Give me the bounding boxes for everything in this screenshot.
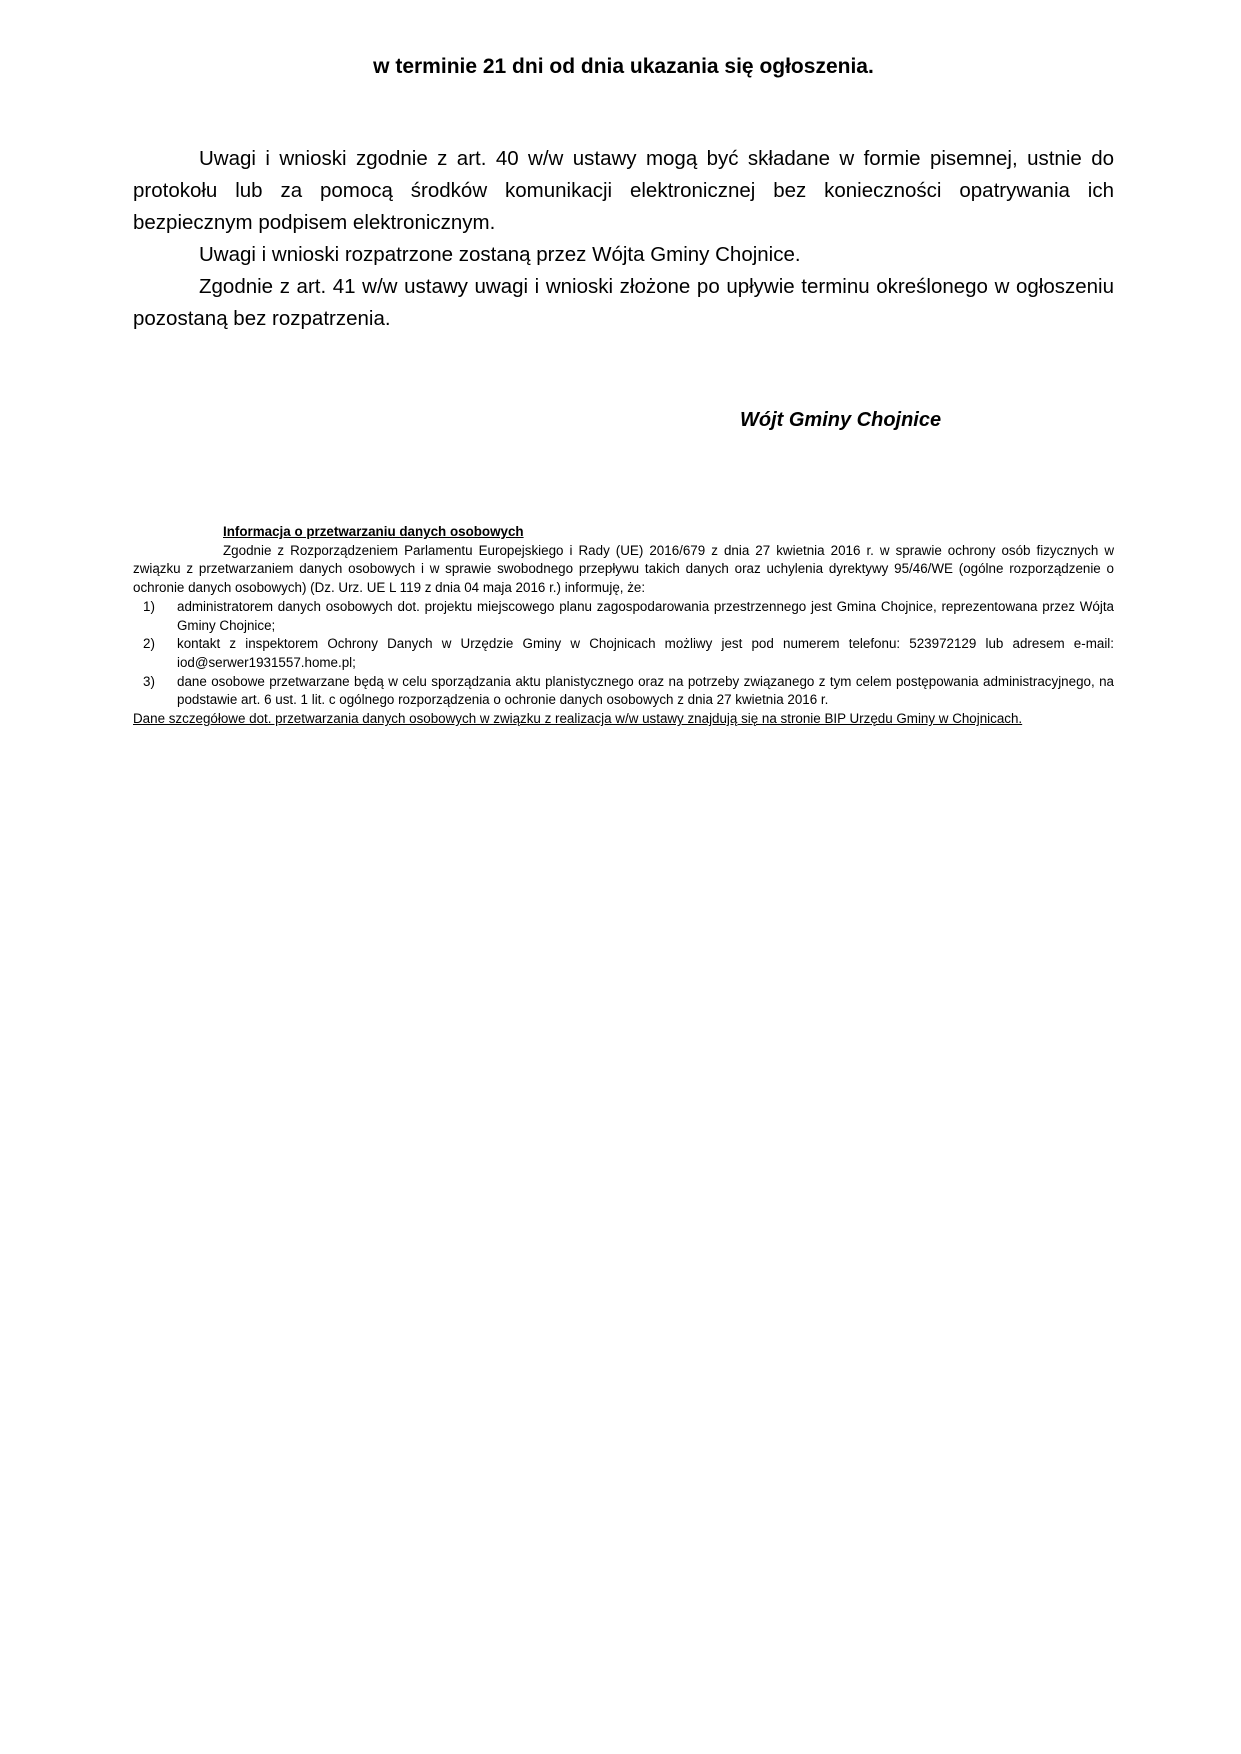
paragraph-uwagi-rozpatrzenie: Uwagi i wnioski rozpatrzone zostaną przez Wójta Gminy Chojnice. — [199, 243, 801, 266]
list-item-text: kontakt z inspektorem Ochrony Danych w Urzędzie Gminy w Chojnicach możliwy jest pod numerem telefonu: 523972129 lub adresem e-mail: iod@serwer1931557.home.pl; — [177, 636, 1114, 670]
privacy-notice-heading: Informacja o przetwarzaniu danych osobowych — [223, 524, 524, 539]
signature-block — [133, 405, 1114, 435]
list-item — [133, 635, 1114, 672]
paragraph-termin-uplyw: Zgodnie z art. 41 w/w ustawy uwagi i wnioski złożone po upływie terminu określonego w ogłoszeniu pozostaną bez rozpatrzenia. — [133, 275, 1114, 330]
list-item-number: 2) — [143, 636, 155, 652]
signature-title: Wójt Gminy Chojnice — [740, 409, 942, 431]
list-item — [133, 598, 1114, 635]
list-item-text: administratorem danych osobowych dot. projektu miejscowego planu zagospodarowania przestrzennego jest Gmina Chojnice, reprezentowana przez Wójta Gminy Chojnice; — [177, 598, 1114, 633]
list-item-number: 3) — [143, 673, 155, 689]
privacy-notice-footer: Dane szczegółowe dot. przetwarzania danych osobowych w związku z realizacja w/w ustawy znajdują się na stronie BIP Urzędu Gminy w Chojnicach. — [133, 711, 1023, 727]
document-content — [133, 0, 1114, 729]
list-item-number: 1) — [143, 598, 155, 614]
privacy-notice-list — [133, 598, 1114, 710]
list-item-text: dane osobowe przetwarzane będą w celu sporządzania aktu planistycznego oraz na potrzeby związanego z tym celem postępowania administracyjnego, na podstawie art. 6 ust. 1 lit. c ogólnego rozporządzenia o ochronie danych osobowych z dnia 27 kwietnia 2016 r. — [177, 673, 1114, 708]
document-heading: w terminie 21 dni od dnia ukazania się ogłoszenia. — [373, 55, 874, 78]
paragraph-uwagi-forma-skladania: Uwagi i wnioski zgodnie z art. 40 w/w ustawy mogą być składane w formie pisemnej, ustnie do protokołu lub za pomocą środków komunikacji elektronicznej bez konieczności opatrywania ich bezpiecznym podpisem elektronicznym. — [133, 147, 1114, 234]
privacy-notice-intro: Zgodnie z Rozporządzeniem Parlamentu Europejskiego i Rady (UE) 2016/679 z dnia 27 kwietnia 2016 r. w sprawie ochrony osób fizycznych w związku z przetwarzaniem danych osobowych i w sprawie swobodnego przepływu takich danych oraz uchylenia dyrektywy 95/46/WE (ogólne rozporządzenie o ochronie danych osobowych) (Dz. Urz. UE L 119 z dnia 04 maja 2016 r.) informuję, że: — [133, 542, 1114, 596]
list-item — [133, 673, 1114, 710]
privacy-notice-section — [133, 523, 1114, 729]
